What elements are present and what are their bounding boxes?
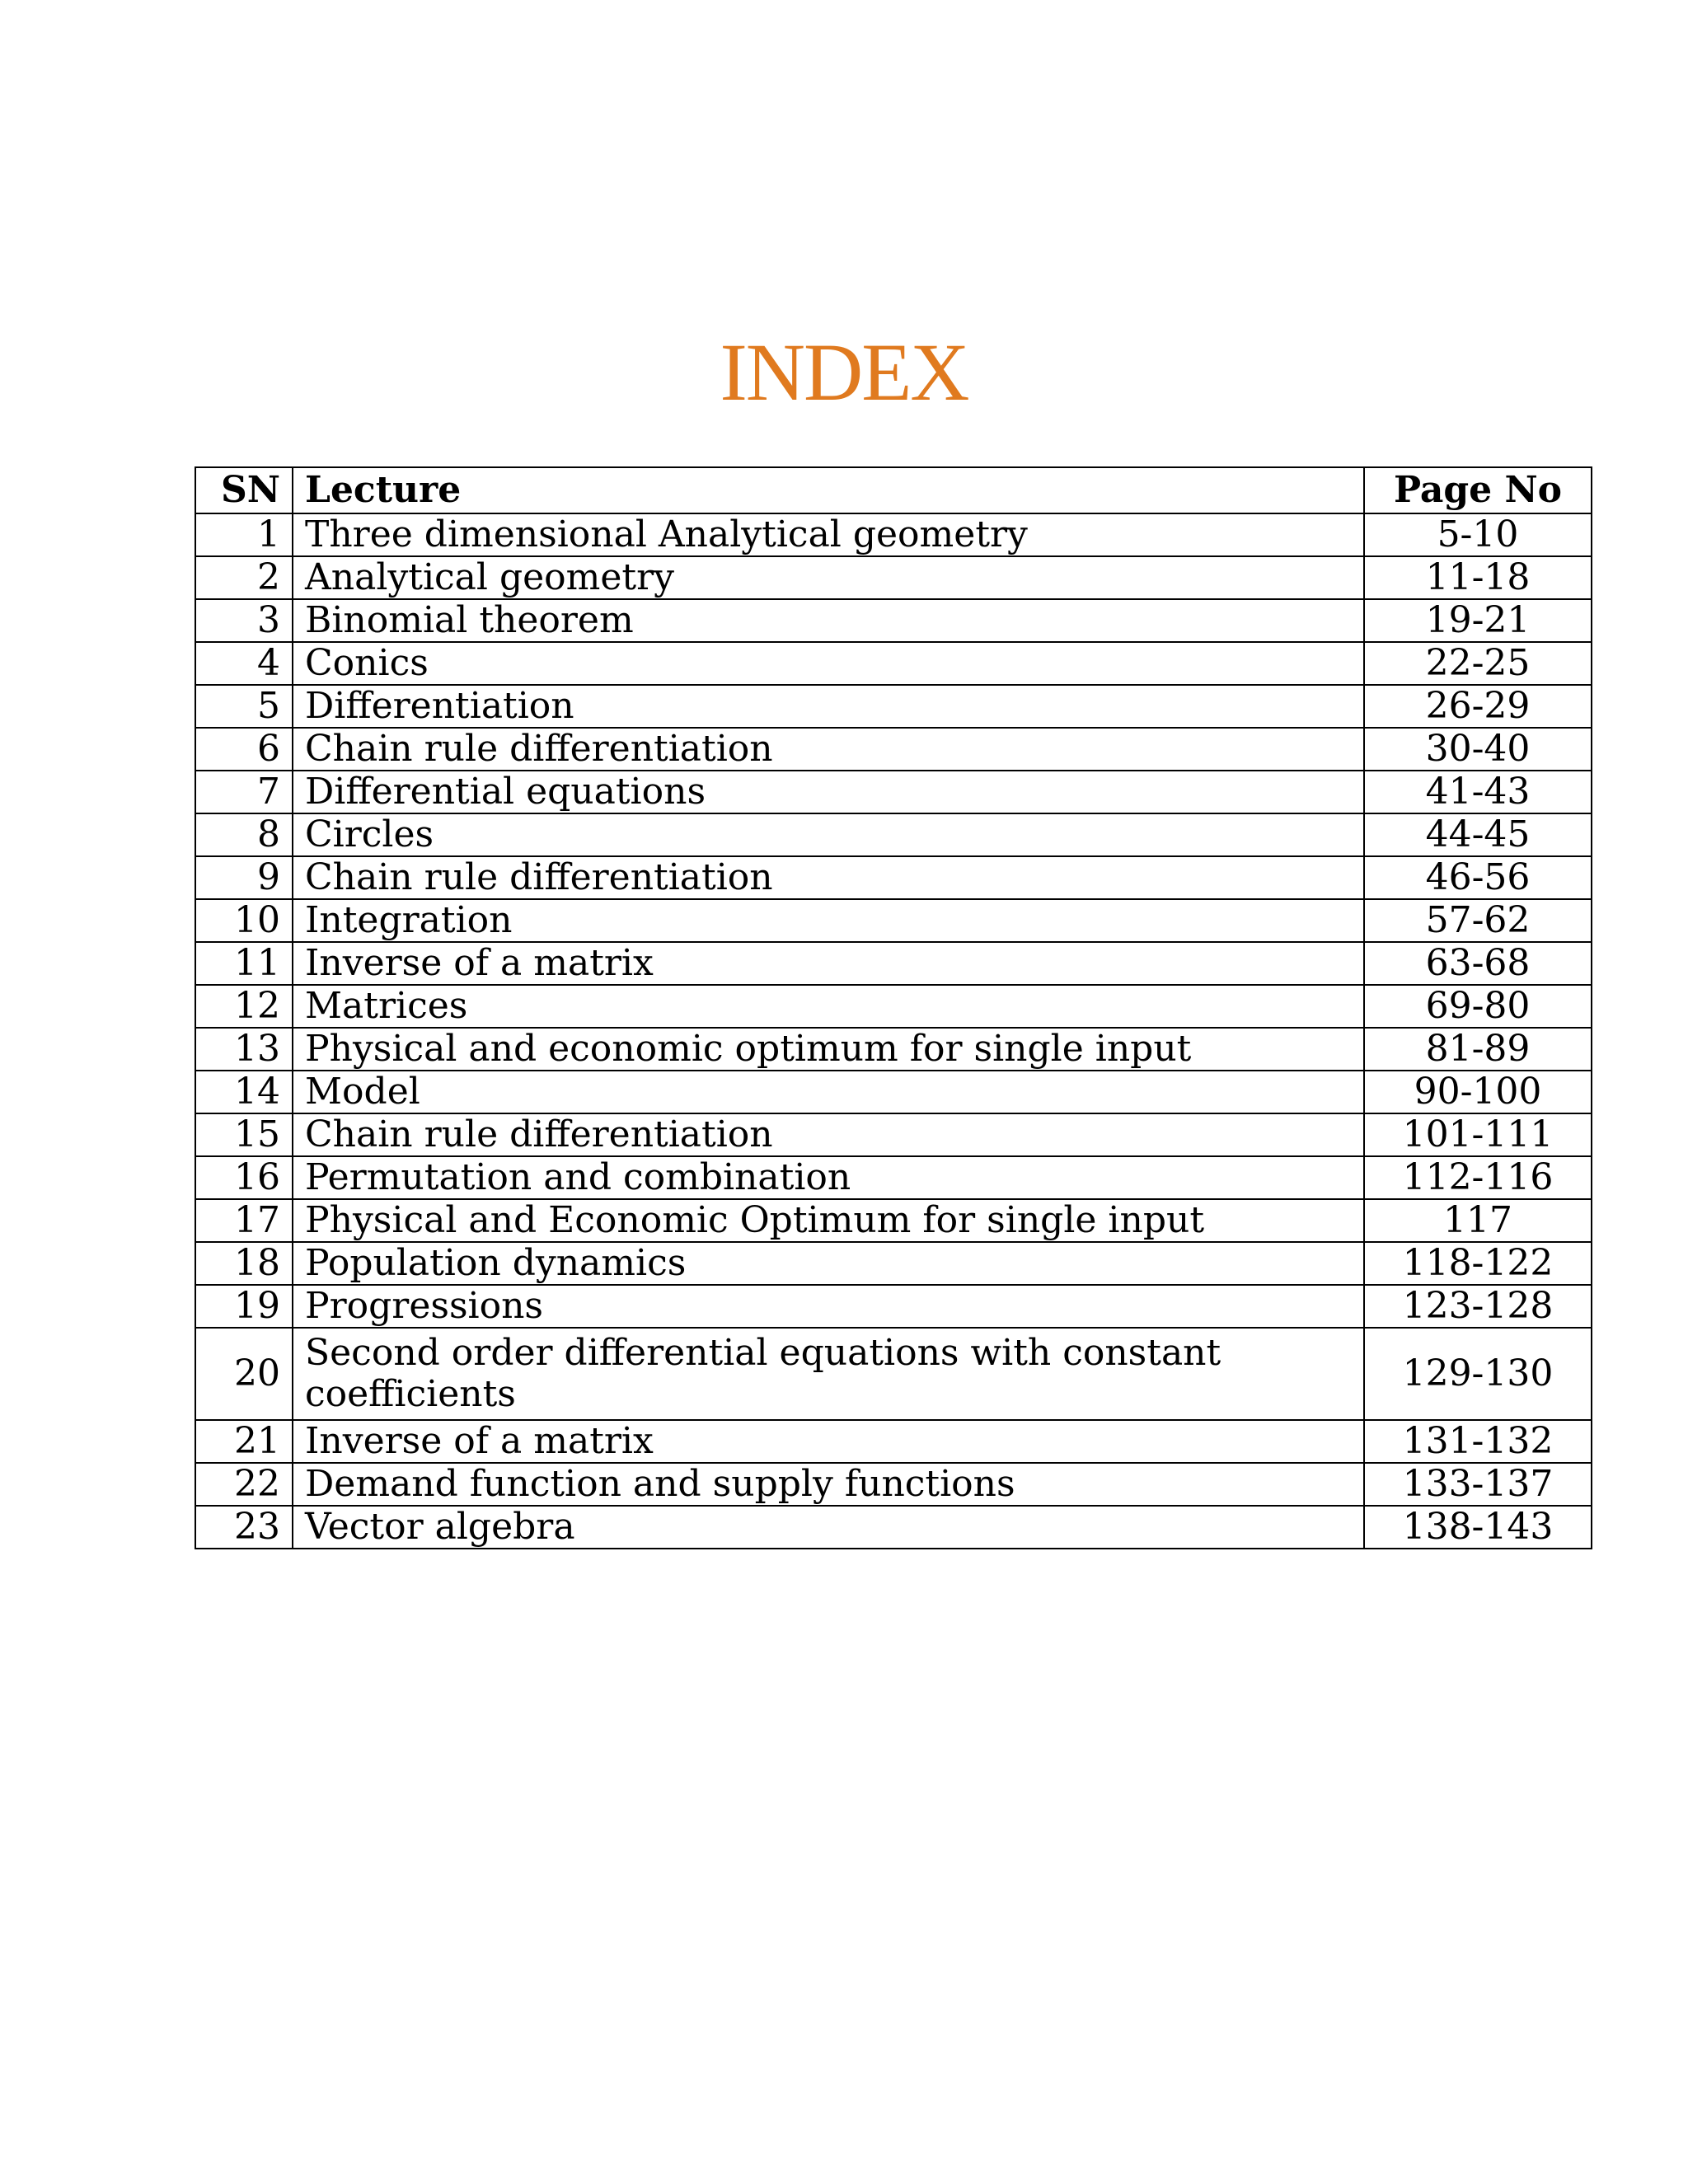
table-row — [195, 1285, 1592, 1328]
row-page-no: 69-80 — [1364, 985, 1592, 1028]
table-row — [195, 1113, 1592, 1156]
table-row — [195, 1028, 1592, 1071]
row-lecture: Model — [293, 1071, 1364, 1113]
row-sn: 18 — [195, 1242, 293, 1285]
row-page-no: 117 — [1364, 1199, 1592, 1242]
row-page-no: 46-56 — [1364, 856, 1592, 899]
table-row — [195, 1328, 1592, 1420]
row-page-no: 123-128 — [1364, 1285, 1592, 1328]
row-sn: 9 — [195, 856, 293, 899]
row-lecture: Chain rule differentiation — [293, 856, 1364, 899]
row-sn: 16 — [195, 1156, 293, 1199]
row-lecture: Conics — [293, 642, 1364, 685]
row-lecture: Three dimensional Analytical geometry — [293, 513, 1364, 556]
page-title: INDEX — [720, 326, 968, 418]
row-page-no: 101-111 — [1364, 1113, 1592, 1156]
table-row — [195, 556, 1592, 599]
row-lecture: Progressions — [293, 1285, 1364, 1328]
row-sn: 23 — [195, 1506, 293, 1549]
row-sn: 4 — [195, 642, 293, 685]
table-row — [195, 599, 1592, 642]
table-row — [195, 1156, 1592, 1199]
row-page-no: 131-132 — [1364, 1420, 1592, 1463]
table-header-row — [195, 467, 1592, 513]
row-page-no: 5-10 — [1364, 513, 1592, 556]
row-lecture: Binomial theorem — [293, 599, 1364, 642]
row-page-no: 112-116 — [1364, 1156, 1592, 1199]
index-table — [195, 466, 1592, 1549]
row-lecture: Permutation and combination — [293, 1156, 1364, 1199]
row-lecture: Chain rule differentiation — [293, 1113, 1364, 1156]
row-sn: 14 — [195, 1071, 293, 1113]
table-row — [195, 813, 1592, 856]
row-lecture: Circles — [293, 813, 1364, 856]
row-page-no: 118-122 — [1364, 1242, 1592, 1285]
row-lecture: Vector algebra — [293, 1506, 1364, 1549]
row-lecture: Physical and economic optimum for single input — [293, 1028, 1364, 1071]
row-page-no: 57-62 — [1364, 899, 1592, 942]
row-lecture: Differential equations — [293, 771, 1364, 813]
table-row — [195, 856, 1592, 899]
table-row — [195, 728, 1592, 771]
row-page-no: 90-100 — [1364, 1071, 1592, 1113]
table-row — [195, 771, 1592, 813]
row-page-no: 81-89 — [1364, 1028, 1592, 1071]
table-row — [195, 942, 1592, 985]
row-page-no: 22-25 — [1364, 642, 1592, 685]
row-sn: 8 — [195, 813, 293, 856]
table-row — [195, 985, 1592, 1028]
row-page-no: 129-130 — [1364, 1328, 1592, 1420]
row-lecture: Chain rule differentiation — [293, 728, 1364, 771]
row-lecture: Integration — [293, 899, 1364, 942]
table-row — [195, 1420, 1592, 1463]
row-page-no: 63-68 — [1364, 942, 1592, 985]
header-lecture: Lecture — [293, 467, 1364, 513]
row-lecture: Differentiation — [293, 685, 1364, 728]
table-row — [195, 685, 1592, 728]
row-page-no: 19-21 — [1364, 599, 1592, 642]
row-sn: 5 — [195, 685, 293, 728]
row-lecture: Analytical geometry — [293, 556, 1364, 599]
row-sn: 3 — [195, 599, 293, 642]
table-row — [195, 642, 1592, 685]
header-page-no: Page No — [1364, 467, 1592, 513]
row-sn: 13 — [195, 1028, 293, 1071]
row-sn: 21 — [195, 1420, 293, 1463]
row-page-no: 138-143 — [1364, 1506, 1592, 1549]
row-sn: 6 — [195, 728, 293, 771]
row-sn: 12 — [195, 985, 293, 1028]
row-lecture: Second order differential equations with constant coefficients — [293, 1328, 1364, 1420]
table-row — [195, 1199, 1592, 1242]
table-body — [195, 513, 1592, 1549]
row-page-no: 133-137 — [1364, 1463, 1592, 1506]
table-row — [195, 1463, 1592, 1506]
row-lecture: Inverse of a matrix — [293, 942, 1364, 985]
row-page-no: 41-43 — [1364, 771, 1592, 813]
row-sn: 10 — [195, 899, 293, 942]
row-sn: 15 — [195, 1113, 293, 1156]
row-page-no: 44-45 — [1364, 813, 1592, 856]
table-row — [195, 1242, 1592, 1285]
row-page-no: 30-40 — [1364, 728, 1592, 771]
table-row — [195, 1071, 1592, 1113]
row-sn: 11 — [195, 942, 293, 985]
row-lecture: Population dynamics — [293, 1242, 1364, 1285]
row-sn: 20 — [195, 1328, 293, 1420]
row-sn: 17 — [195, 1199, 293, 1242]
row-sn: 7 — [195, 771, 293, 813]
table-row — [195, 1506, 1592, 1549]
row-lecture: Matrices — [293, 985, 1364, 1028]
row-lecture: Inverse of a matrix — [293, 1420, 1364, 1463]
row-sn: 2 — [195, 556, 293, 599]
row-page-no: 11-18 — [1364, 556, 1592, 599]
row-lecture: Physical and Economic Optimum for single input — [293, 1199, 1364, 1242]
row-sn: 1 — [195, 513, 293, 556]
row-lecture: Demand function and supply functions — [293, 1463, 1364, 1506]
table-row — [195, 513, 1592, 556]
table-row — [195, 899, 1592, 942]
row-sn: 19 — [195, 1285, 293, 1328]
row-page-no: 26-29 — [1364, 685, 1592, 728]
header-sn: SN — [195, 467, 293, 513]
row-sn: 22 — [195, 1463, 293, 1506]
